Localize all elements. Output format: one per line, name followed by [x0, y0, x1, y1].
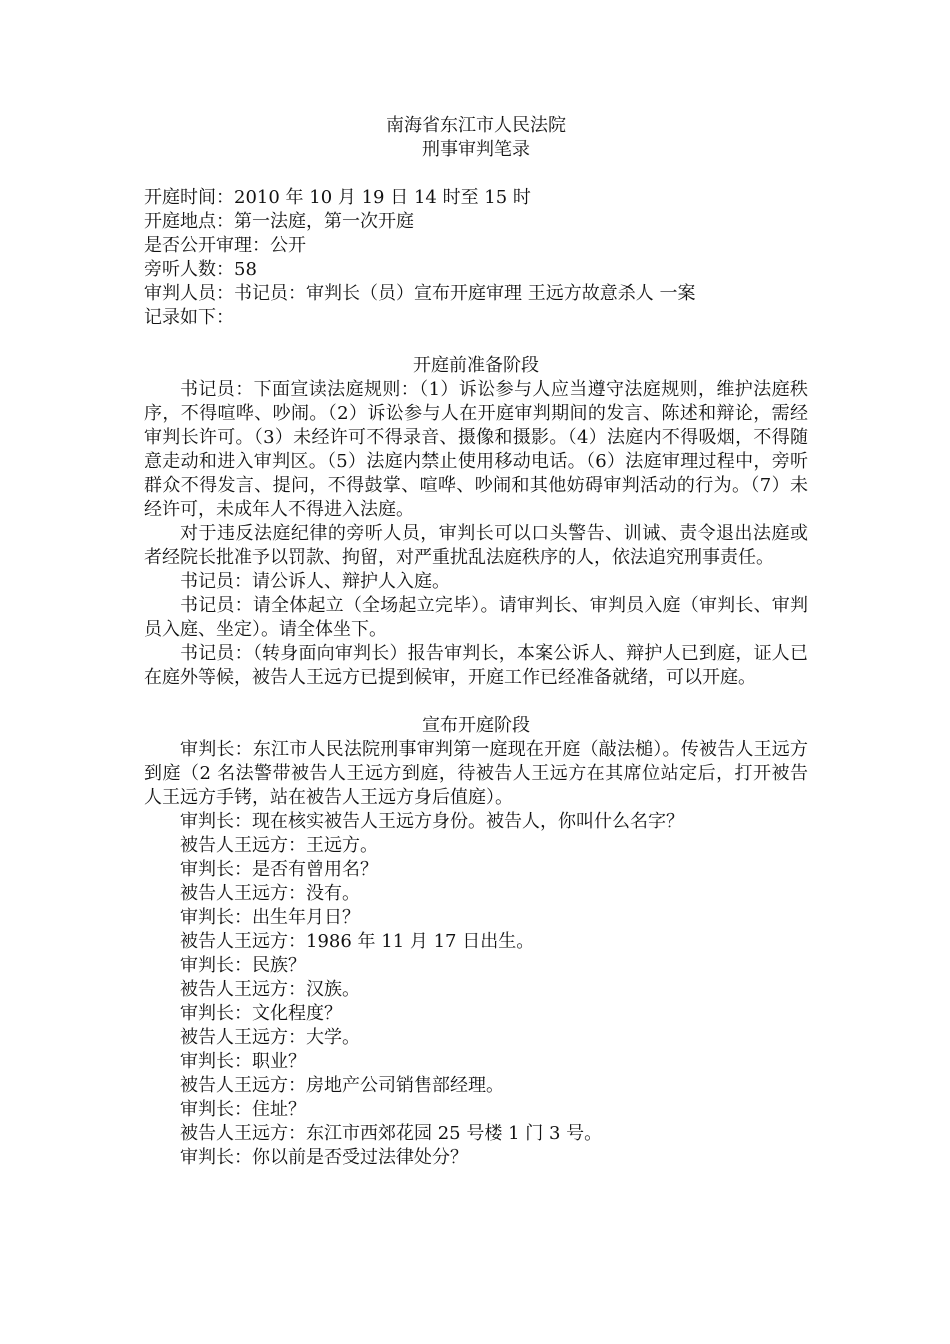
spacer: [144, 162, 808, 186]
dialogue-line: 被告人王远方：大学。: [180, 1027, 360, 1048]
opening-statement: 审判长：东江市人民法院刑事审判第一庭现在开庭（敲法槌）。传被告人王远方到庭（2 名法警带被告人王远方到庭，待被告人王远方在其席位站定后，打开被告人王远方手铐，站在被告人王远方身后值庭）。: [144, 739, 808, 808]
section-title-preparation: 开庭前准备阶段: [413, 355, 539, 376]
discipline-paragraph: 对于违反法庭纪律的旁听人员，审判长可以口头警告、训诫、责令退出法庭或者经院长批准予以罚款、拘留，对严重扰乱法庭秩序的人，依法追究刑事责任。: [144, 523, 808, 568]
dialogue-line: 审判长：住址？: [180, 1099, 306, 1120]
document-page: [144, 114, 808, 1170]
dialogue-line: 被告人王远方：房地产公司销售部经理。: [180, 1075, 504, 1096]
dialogue-line: 审判长：职业？: [180, 1051, 306, 1072]
dialogue-line: 被告人王远方：1986 年 11 月 17 日出生。: [180, 931, 535, 952]
dialogue-line: 审判长：出生年月日？: [180, 907, 360, 928]
clerk-statement: 书记员：请公诉人、辩护人入庭。: [180, 571, 450, 592]
dialogue-line: 审判长：现在核实被告人王远方身份。被告人，你叫什么名字？: [180, 811, 684, 832]
spacer: [144, 330, 808, 354]
dialogue-line: 被告人王远方：汉族。: [180, 979, 360, 1000]
court-rules-paragraph: 书记员：下面宣读法庭规则：（1）诉讼参与人应当遵守法庭规则，维护法庭秩序，不得喧哗、吵闹。（2）诉讼参与人在开庭审判期间的发言、陈述和辩论，需经审判长许可。（3）未经许可不得录音、摄像和摄影。（4）法庭内不得吸烟，不得随意走动和进入审判区。（5）法庭内禁止使用移动电话。（6）法庭审理过程中，旁听群众不得发言、提问，不得鼓掌、喧哗、吵闹和其他妨碍审判活动的行为。（7）未经许可，未成年人不得进入法庭。: [144, 379, 808, 520]
audience-count: 旁听人数：58: [144, 259, 257, 280]
session-location: 开庭地点：第一法庭，第一次开庭: [144, 211, 414, 232]
public-hearing: 是否公开审理：公开: [144, 235, 306, 256]
dialogue-line: 审判长：文化程度？: [180, 1003, 342, 1024]
dialogue-line: 被告人王远方：王远方。: [180, 835, 378, 856]
clerk-report: 书记员：（转身面向审判长）报告审判长，本案公诉人、辩护人已到庭，证人已在庭外等候，被告人王远方已提到候审，开庭工作已经准备就绪，可以开庭。: [144, 643, 808, 688]
session-time: 开庭时间：2010 年 10 月 19 日 14 时至 15 时: [144, 187, 531, 208]
record-intro: 记录如下：: [144, 307, 234, 328]
dialogue-line: 审判长：你以前是否受过法律处分？: [180, 1147, 468, 1168]
dialogue-line: 被告人王远方：东江市西郊花园 25 号楼 1 门 3 号。: [180, 1123, 603, 1144]
clerk-statement: 书记员：请全体起立（全场起立完毕）。请审判长、审判员入庭（审判长、审判员入庭、坐定）。请全体坐下。: [144, 595, 808, 640]
dialogue-line: 审判长：是否有曾用名？: [180, 859, 378, 880]
dialogue-line: 审判长：民族？: [180, 955, 306, 976]
dialogue-line: 被告人王远方：没有。: [180, 883, 360, 904]
spacer: [144, 690, 808, 714]
judicial-personnel: 审判人员：书记员：审判长（员）宣布开庭审理 王远方故意杀人 一案: [144, 283, 696, 304]
court-name: 南海省东江市人民法院: [386, 115, 566, 136]
document-title: 刑事审判笔录: [422, 139, 530, 160]
section-title-opening: 宣布开庭阶段: [422, 715, 530, 736]
